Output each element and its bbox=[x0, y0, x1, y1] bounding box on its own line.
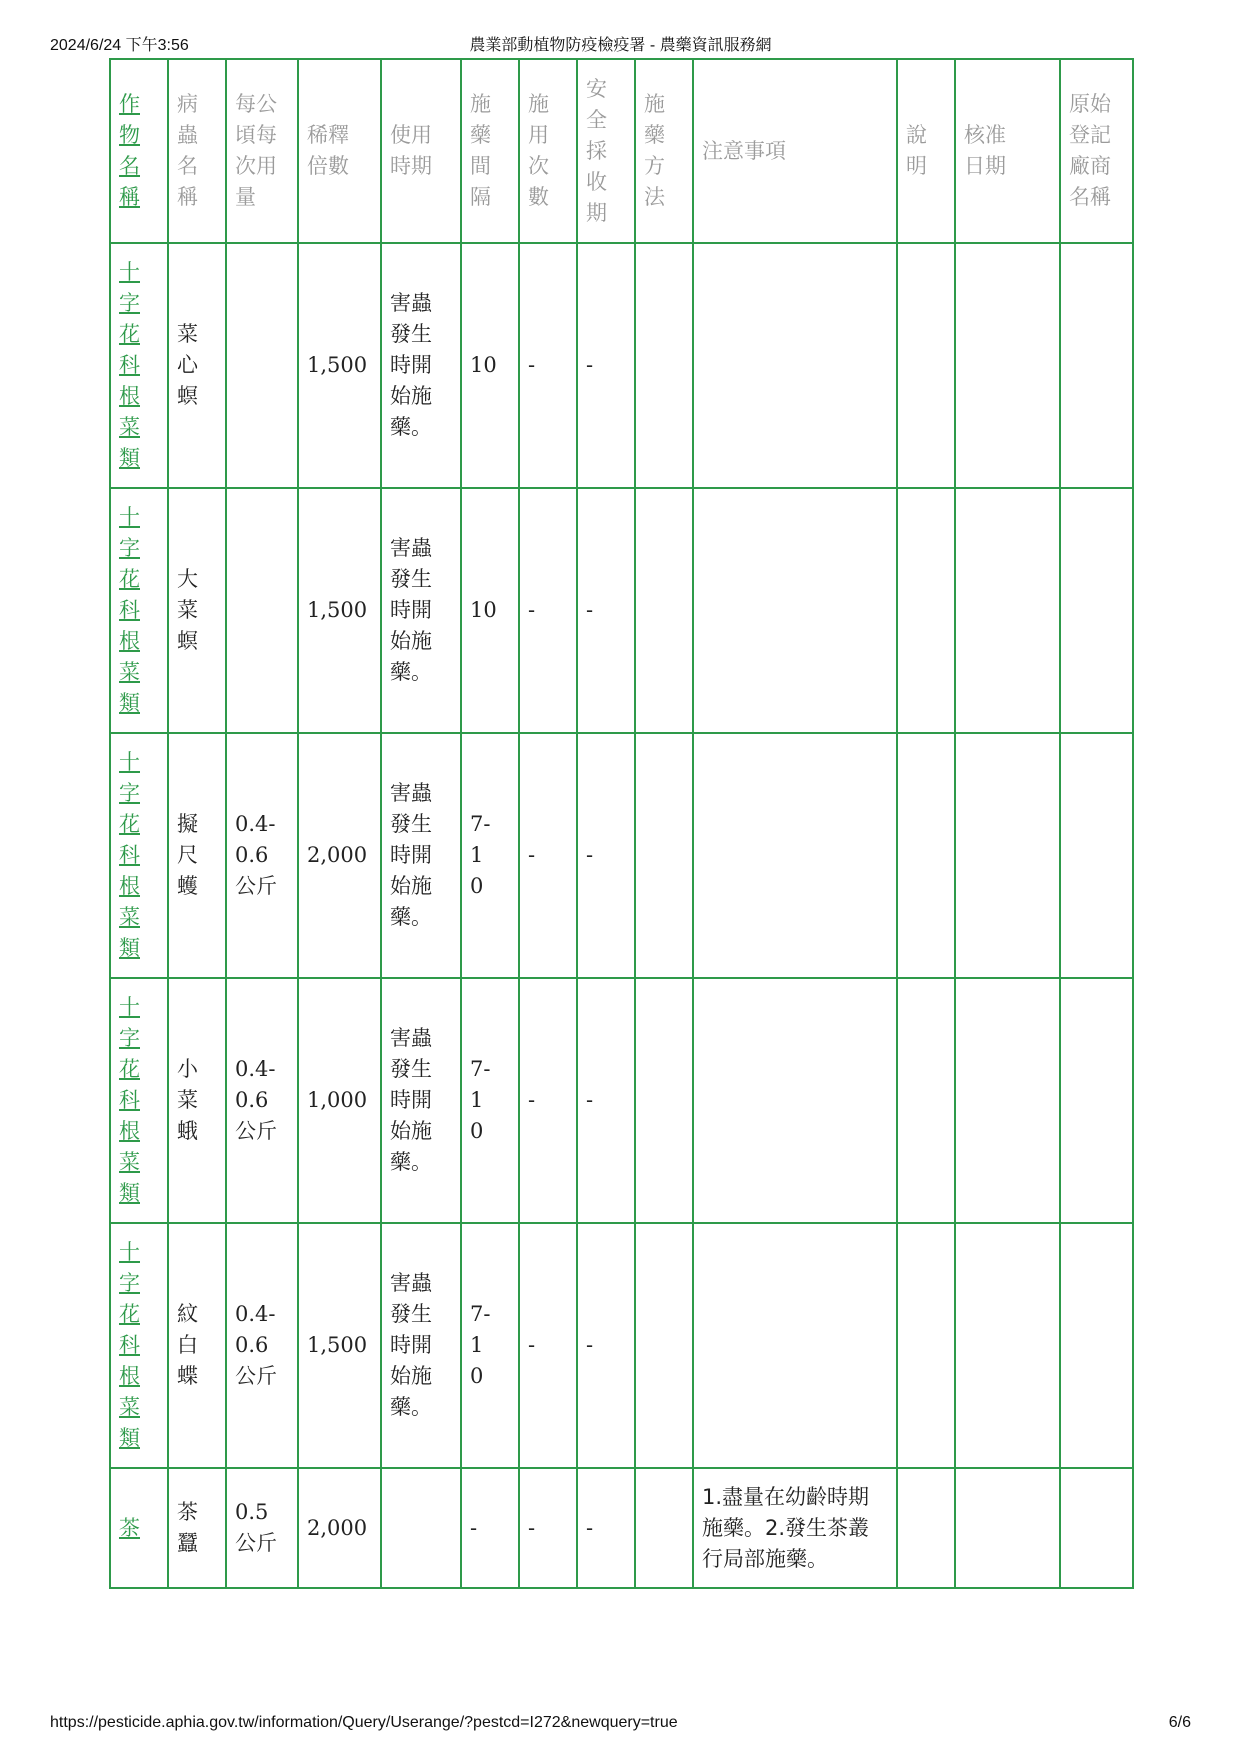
method-cell bbox=[635, 733, 693, 978]
col-interval-header: 施藥間隔 bbox=[461, 59, 519, 243]
dilution-cell: 2,000 bbox=[298, 733, 381, 978]
registrant-cell bbox=[1060, 1223, 1133, 1468]
crop-link[interactable]: 十字花科根菜類 bbox=[119, 1240, 140, 1450]
pest-cell: 茶蠶 bbox=[168, 1468, 226, 1588]
registrant-cell bbox=[1060, 978, 1133, 1223]
registrant-cell bbox=[1060, 1468, 1133, 1588]
print-footer bbox=[50, 1714, 1191, 1736]
timing-cell bbox=[381, 1468, 461, 1588]
timing-cell: 害蟲發生時開始施藥。 bbox=[381, 733, 461, 978]
method-cell bbox=[635, 243, 693, 488]
interval-cell: 10 bbox=[461, 488, 519, 733]
registrant-cell bbox=[1060, 243, 1133, 488]
notes-cell bbox=[693, 488, 897, 733]
interval-cell: - bbox=[461, 1468, 519, 1588]
notes-cell: 1.盡量在幼齡時期施藥。2.發生茶叢行局部施藥。 bbox=[693, 1468, 897, 1588]
table-row bbox=[110, 488, 1133, 733]
col-times-header: 施用次數 bbox=[519, 59, 577, 243]
table-row bbox=[110, 1468, 1133, 1588]
times-cell: - bbox=[519, 978, 577, 1223]
col-crop-header[interactable]: 作物名稱 bbox=[110, 59, 168, 243]
interval-cell: 10 bbox=[461, 243, 519, 488]
timing-cell: 害蟲發生時開始施藥。 bbox=[381, 243, 461, 488]
times-cell: - bbox=[519, 243, 577, 488]
notes-cell bbox=[693, 733, 897, 978]
approval-date-cell bbox=[955, 733, 1060, 978]
dose-cell: 0.4-0.6公斤 bbox=[226, 1223, 298, 1468]
crop-link[interactable]: 十字花科根菜類 bbox=[119, 750, 140, 960]
table-row bbox=[110, 1223, 1133, 1468]
page-title: 農業部動植物防疫檢疫署 - 農藥資訊服務網 bbox=[469, 37, 772, 54]
safe-harvest-cell: - bbox=[577, 1468, 635, 1588]
dilution-cell: 1,500 bbox=[298, 488, 381, 733]
dose-cell bbox=[226, 243, 298, 488]
col-method-header: 施藥方法 bbox=[635, 59, 693, 243]
dilution-cell: 1,500 bbox=[298, 243, 381, 488]
notes-cell bbox=[693, 243, 897, 488]
usage-table bbox=[109, 58, 1134, 1589]
pest-cell: 大菜螟 bbox=[168, 488, 226, 733]
pest-cell: 菜心螟 bbox=[168, 243, 226, 488]
safe-harvest-cell: - bbox=[577, 1223, 635, 1468]
notes-cell bbox=[693, 1223, 897, 1468]
dose-cell: 0.5公斤 bbox=[226, 1468, 298, 1588]
dilution-cell: 1,500 bbox=[298, 1223, 381, 1468]
col-approval-date-header: 核准日期 bbox=[955, 59, 1060, 243]
print-date: 2024/6/24 下午3:56 bbox=[50, 37, 189, 54]
dilution-cell: 2,000 bbox=[298, 1468, 381, 1588]
crop-cell[interactable] bbox=[110, 243, 168, 488]
safe-harvest-cell: - bbox=[577, 243, 635, 488]
timing-cell: 害蟲發生時開始施藥。 bbox=[381, 978, 461, 1223]
col-registrant-header: 原始登記廠商名稱 bbox=[1060, 59, 1133, 243]
crop-cell[interactable] bbox=[110, 488, 168, 733]
safe-harvest-cell: - bbox=[577, 978, 635, 1223]
desc-cell bbox=[897, 243, 955, 488]
col-notes-header: 注意事項 bbox=[693, 59, 897, 243]
desc-cell bbox=[897, 1468, 955, 1588]
method-cell bbox=[635, 1223, 693, 1468]
pest-cell: 紋白蝶 bbox=[168, 1223, 226, 1468]
crop-link[interactable]: 十字花科根菜類 bbox=[119, 995, 140, 1205]
times-cell: - bbox=[519, 733, 577, 978]
pest-cell: 擬尺蠖 bbox=[168, 733, 226, 978]
interval-cell: 7-10 bbox=[461, 1223, 519, 1468]
interval-cell: 7-10 bbox=[461, 733, 519, 978]
timing-cell: 害蟲發生時開始施藥。 bbox=[381, 1223, 461, 1468]
crop-cell[interactable] bbox=[110, 1468, 168, 1588]
timing-cell: 害蟲發生時開始施藥。 bbox=[381, 488, 461, 733]
crop-link[interactable]: 十字花科根菜類 bbox=[119, 260, 140, 470]
print-header bbox=[50, 32, 1191, 54]
dose-cell bbox=[226, 488, 298, 733]
approval-date-cell bbox=[955, 243, 1060, 488]
safe-harvest-cell: - bbox=[577, 733, 635, 978]
times-cell: - bbox=[519, 488, 577, 733]
safe-harvest-cell: - bbox=[577, 488, 635, 733]
dilution-cell: 1,000 bbox=[298, 978, 381, 1223]
times-cell: - bbox=[519, 1468, 577, 1588]
times-cell: - bbox=[519, 1223, 577, 1468]
table-row bbox=[110, 978, 1133, 1223]
col-timing-header: 使用時期 bbox=[381, 59, 461, 243]
method-cell bbox=[635, 978, 693, 1223]
approval-date-cell bbox=[955, 1223, 1060, 1468]
table-row bbox=[110, 243, 1133, 488]
method-cell bbox=[635, 488, 693, 733]
page-url: https://pesticide.aphia.gov.tw/information/Query/Userange/?pestcd=I272&newquery=true bbox=[50, 1714, 678, 1731]
crop-cell[interactable] bbox=[110, 1223, 168, 1468]
desc-cell bbox=[897, 488, 955, 733]
col-pest-header: 病蟲名稱 bbox=[168, 59, 226, 243]
col-dilution-header: 稀釋倍數 bbox=[298, 59, 381, 243]
page-number: 6/6 bbox=[1168, 1714, 1191, 1731]
method-cell bbox=[635, 1468, 693, 1588]
col-dose-header: 每公頃每次用量 bbox=[226, 59, 298, 243]
interval-cell: 7-10 bbox=[461, 978, 519, 1223]
desc-cell bbox=[897, 733, 955, 978]
col-safe-harvest-header: 安全採收期 bbox=[577, 59, 635, 243]
registrant-cell bbox=[1060, 488, 1133, 733]
registrant-cell bbox=[1060, 733, 1133, 978]
crop-cell[interactable] bbox=[110, 733, 168, 978]
notes-cell bbox=[693, 978, 897, 1223]
desc-cell bbox=[897, 1223, 955, 1468]
table-header-row bbox=[110, 59, 1133, 243]
approval-date-cell bbox=[955, 1468, 1060, 1588]
desc-cell bbox=[897, 978, 955, 1223]
dose-cell: 0.4-0.6公斤 bbox=[226, 978, 298, 1223]
crop-link[interactable]: 十字花科根菜類 bbox=[119, 505, 140, 715]
pest-cell: 小菜蛾 bbox=[168, 978, 226, 1223]
table-row bbox=[110, 733, 1133, 978]
crop-link[interactable]: 茶 bbox=[119, 1515, 140, 1540]
crop-cell[interactable] bbox=[110, 978, 168, 1223]
approval-date-cell bbox=[955, 978, 1060, 1223]
col-desc-header: 說明 bbox=[897, 59, 955, 243]
dose-cell: 0.4-0.6公斤 bbox=[226, 733, 298, 978]
approval-date-cell bbox=[955, 488, 1060, 733]
